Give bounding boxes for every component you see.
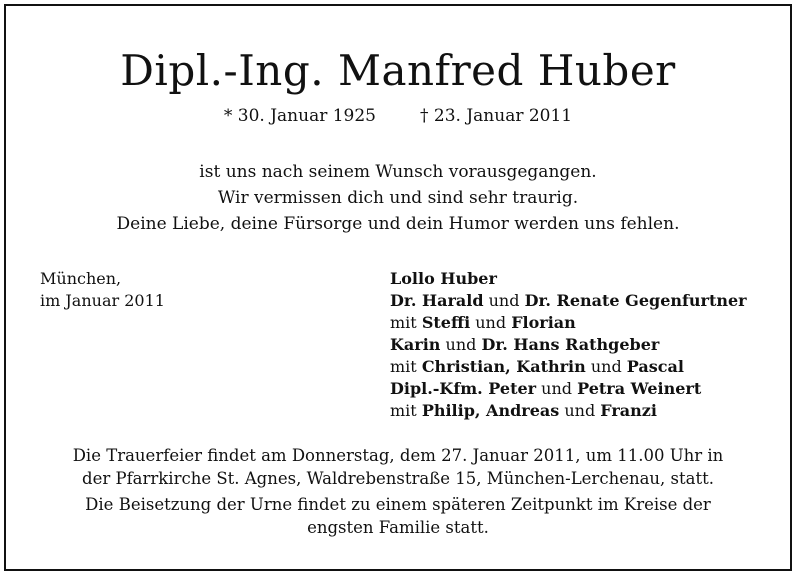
mourner-line xyxy=(390,268,747,290)
message-line: Deine Liebe, deine Fürsorge und dein Humor werden uns fehlen. xyxy=(116,214,680,234)
mourner-name: Philip, Andreas xyxy=(421,401,560,420)
birth-date: * 30. Januar 1925 xyxy=(223,106,376,126)
memorial-message xyxy=(6,159,790,237)
message-line: ist uns nach seinem Wunsch vorausgegangen. xyxy=(199,162,597,182)
mourner-name: Dr. Renate Gegenfurtner xyxy=(524,291,747,310)
connector-text: mit xyxy=(390,313,422,332)
mourner-name: Karin xyxy=(390,335,441,354)
connector-text: und xyxy=(585,357,627,376)
mourner-name: Franzi xyxy=(600,401,657,420)
death-date: † 23. Januar 2011 xyxy=(420,106,573,126)
mourner-line xyxy=(390,312,747,334)
mourner-name: Petra Weinert xyxy=(577,379,702,398)
deceased-name: Dipl.-Ing. Manfred Huber xyxy=(120,46,676,95)
mourner-name: Dr. Hans Rathgeber xyxy=(481,335,660,354)
mourner-name: Pascal xyxy=(626,357,684,376)
burial-line: engsten Familie statt. xyxy=(307,518,489,537)
mourner-name: Lollo Huber xyxy=(390,269,497,288)
funeral-line: Die Trauerfeier findet am Donnerstag, dem 27. Januar 2011, um 11.00 Uhr in xyxy=(72,446,724,465)
mourner-name: Steffi xyxy=(421,313,471,332)
place-line: München, xyxy=(40,269,122,288)
burial-line: Die Beisetzung der Urne findet zu einem späteren Zeitpunkt im Kreise der xyxy=(85,495,711,514)
connector-text: und xyxy=(559,401,601,420)
connector-text: und xyxy=(440,335,482,354)
burial-paragraph xyxy=(6,493,790,539)
obituary-frame xyxy=(4,4,792,571)
connector-text: und xyxy=(470,313,512,332)
mourners-list xyxy=(390,268,747,422)
date-line: im Januar 2011 xyxy=(40,291,165,310)
connector-text: mit xyxy=(390,357,422,376)
funeral-line: der Pfarrkirche St. Agnes, Waldrebenstraße 15, München-Lerchenau, statt. xyxy=(82,469,714,488)
connector-text: mit xyxy=(390,401,422,420)
mourner-line xyxy=(390,334,747,356)
mourner-name: Christian, Kathrin xyxy=(421,357,586,376)
connector-text: und xyxy=(483,291,525,310)
funeral-paragraph xyxy=(6,444,790,490)
mourner-line xyxy=(390,356,747,378)
mourner-line xyxy=(390,400,747,422)
mourner-name: Dipl.-Kfm. Peter xyxy=(390,379,537,398)
mourner-name: Dr. Harald xyxy=(390,291,484,310)
place-and-date xyxy=(40,268,165,312)
mourner-name: Florian xyxy=(511,313,576,332)
message-line: Wir vermissen dich und sind sehr traurig. xyxy=(217,188,579,208)
mourner-line xyxy=(390,290,747,312)
funeral-notice xyxy=(6,444,790,539)
mourner-line xyxy=(390,378,747,400)
life-dates xyxy=(6,106,790,126)
connector-text: und xyxy=(536,379,578,398)
